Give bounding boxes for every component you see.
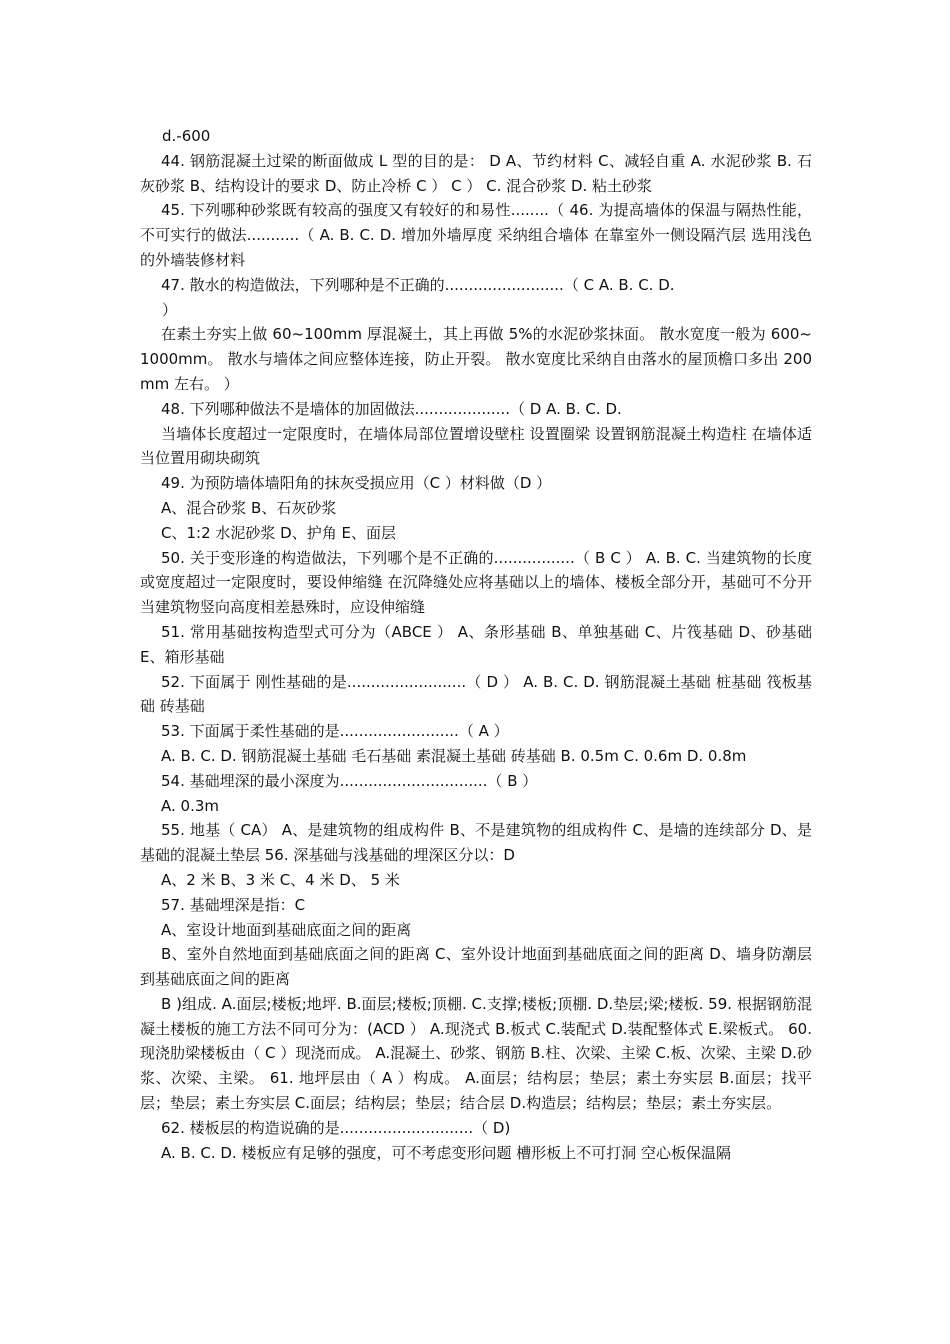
text-line-d600: d.-600 xyxy=(162,127,211,145)
question-49-options-cde: C、1:2 水泥砂浆 D、护角 E、面层 xyxy=(161,523,396,542)
question-49: 49. 为预防墙体墙阳角的抹灰受损应用（C ）材料做（D ） xyxy=(161,474,552,493)
question-57-options-bcd: B、室外自然地面到基础底面之间的距离 C、室外设计地面到基础底面之间的距离 D、墙身防潮层到基础底面之间的距离 xyxy=(140,945,812,989)
question-56-options: A、2 米 B、3 米 C、4 米 D、 5 米 xyxy=(161,870,400,889)
question-54-option-a: A. 0.3m xyxy=(161,796,220,815)
question-53: 53. 下面属于柔性基础的是.........................（ A ） xyxy=(161,722,509,741)
question-44: 44. 钢筋混凝土过梁的断面做成 L 型的目的是： D A、节约材料 C、减轻自重 A. 水泥砂浆 B. 石灰砂浆 B、结构设计的要求 D、防止冷桥 C ） C ） C. 混合砂浆 D. 粘土砂浆 xyxy=(140,151,812,195)
question-62: 62. 楼板层的构造说确的是............................（ D) xyxy=(161,1118,511,1137)
question-51: 51. 常用基础按构造型式可分为（ABCE ） A、条形基础 B、单独基础 C、片筏基础 D、砂基础 E、箱形基础 xyxy=(140,622,812,666)
question-48: 48. 下列哪种做法不是墙体的加固做法....................（ D A. B. C. D. xyxy=(161,399,622,418)
question-57-option-a: A、室设计地面到基础底面之间的距离 xyxy=(161,920,412,939)
question-54: 54. 基础埋深的最小深度为...............................（ B ） xyxy=(161,771,538,790)
question-48-options: 当墙体长度超过一定限度时，在墙体局部位置增设壁柱 设置圈梁 设置钢筋混凝土构造柱 在墙体适当位置用砌块砌筑 xyxy=(140,424,812,468)
question-55-56: 55. 地基（ CA） A、是建筑物的组成构件 B、不是建筑物的组成构件 C、是墙的连续部分 D、是基础的混凝土垫层 56. 深基础与浅基础的埋深区分以：D xyxy=(140,821,812,865)
question-52: 52. 下面属于 刚性基础的是.........................（ D ） A. B. C. D. 钢筋混凝土基础 桩基础 筏板基础 砖基础 xyxy=(140,672,812,716)
question-49-options-ab: A、混合砂浆 B、石灰砂浆 xyxy=(161,498,337,517)
question-62-options: A. B. C. D. 楼板应有足够的强度，可不考虑变形问题 槽形板上不可打洞 空心板保温隔 xyxy=(161,1143,731,1162)
question-57: 57. 基础埋深是指：C xyxy=(161,895,306,914)
document-body xyxy=(140,124,812,1165)
question-50: 50. 关于变形逢的构造做法，下列哪个是不正确的.................（ B C ） A. B. C. 当建筑物的长度或宽度超过一定限度时，要设伸缩缝 在沉降缝处应将基础以上的墙体、楼板全部分开，基础可不分开 当建筑物竖向高度相差悬殊时，应设伸缩缝 xyxy=(140,548,812,617)
question-47-bracket: ） xyxy=(162,300,178,319)
question-47-options: 在素土夯实上做 60~100mm 厚混凝土，其上再做 5%的水泥砂浆抹面。 散水宽度一般为 600~1000mm。 散水与墙体之间应整体连接，防止开裂。 散水宽度比采纳自由落水的屋顶檐口多出 200mm 左右。 ） xyxy=(140,325,812,393)
question-45-46: 45. 下列哪种砂浆既有较高的强度又有较好的和易性........（ 46. 为提高墙体的保温与隔热性能，不可实行的做法...........（ A. B. C. D. 增加外墙厚度 采纳组合墙体 在靠室外一侧设隔汽层 选用浅色的外墙装修材料 xyxy=(140,201,812,269)
question-58-61: B )组成. A.面层;楼板;地坪. B.面层;楼板;顶棚. C.支撑;楼板;顶棚. D.垫层;梁;楼板. 59. 根据钢筋混凝土楼板的施工方法不同可分为：(ACD ） A.现浇式 B.板式 C.装配式 D.装配整体式 E.梁板式。 60. 现浇肋梁楼板由（ C ）现浇而成。 A.混凝土、砂浆、钢筋 B.柱、次梁、主梁 C.板、次梁、主梁 D.砂浆、次梁、主梁。 61. 地坪层由（ A ）构成。 A.面层；结构层；垫层；素土夯实层 B.面层；找平层；垫层；素土夯实层 C.面层；结构层；垫层；结合层 D.构造层；结构层；垫层；素土夯实层。 xyxy=(140,994,812,1113)
question-53-options: A. B. C. D. 钢筋混凝土基础 毛石基础 素混凝土基础 砖基础 B. 0.5m C. 0.6m D. 0.8m xyxy=(161,746,747,765)
question-47: 47. 散水的构造做法，下列哪种是不正确的.........................（ C A. B. C. D. xyxy=(161,275,675,294)
